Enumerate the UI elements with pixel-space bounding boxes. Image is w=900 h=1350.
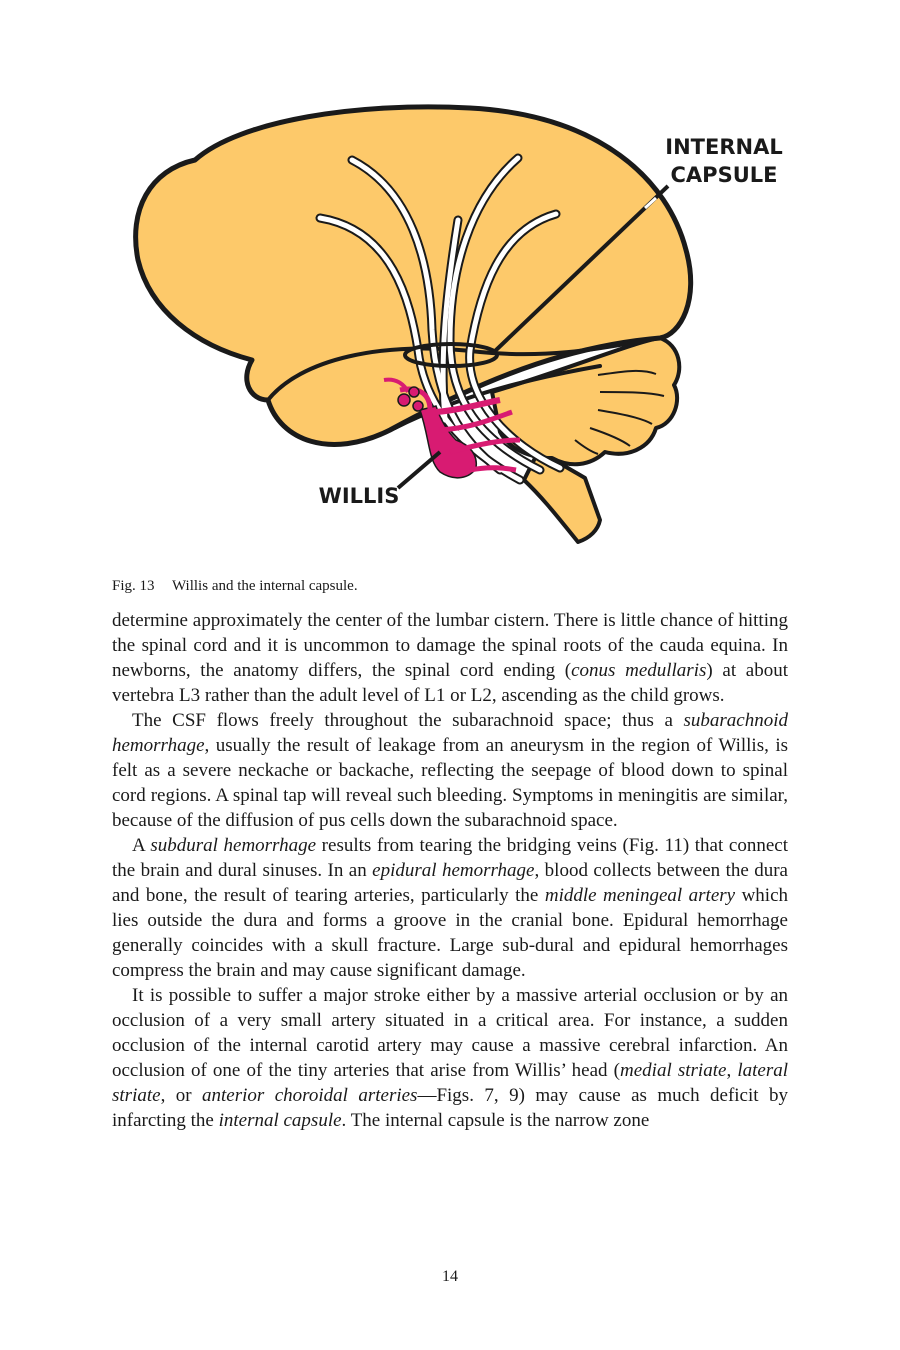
- italic-term: middle meningeal artery: [544, 885, 736, 906]
- text-run: , or: [160, 1085, 203, 1106]
- paragraph: [112, 608, 788, 708]
- willis-leader: [398, 452, 440, 488]
- figure-caption: [112, 576, 792, 596]
- text-run: ) at about vertebra L3 rather than the adult level of L1 or L2, ascending as the child grows.: [112, 660, 788, 706]
- italic-term: internal capsule: [218, 1110, 342, 1131]
- italic-term: medial striate: [620, 1060, 727, 1081]
- caption-number: Fig. 13: [112, 578, 155, 594]
- page-number: 14: [442, 1268, 458, 1285]
- body-text: [112, 608, 788, 1133]
- italic-term: lateral striate: [112, 1060, 788, 1106]
- text-run: , blood collects between the dura and bone, the result of tearing arteries, particularly the: [112, 860, 788, 906]
- text-run: determine approximately the center of the lumbar cistern. There is little chance of hitting the spinal cord and it is uncommon to damage the spinal roots of the cauda equina. In newborns, the anatomy differs, the spinal cord ending (: [112, 610, 788, 681]
- text-run: The CSF flows freely throughout the subarachnoid space; thus a: [132, 710, 684, 731]
- willis-label: WILLIS: [318, 484, 400, 508]
- internal-capsule-label-line2: CAPSULE: [670, 163, 778, 187]
- internal-capsule-label: INTERNAL: [665, 135, 783, 159]
- text-run: ,: [726, 1060, 738, 1081]
- text-run: which lies outside the dura and forms a groove in the cranial bone. Epidural hemorrhage generally coincides with a skull fracture. Large sub-dural and epidural hemorrhages compress the brain and may cause significant damage.: [112, 885, 789, 981]
- text-run: It is possible to suffer a major stroke either by a massive arterial occlusion or by an occlusion of a very small artery situated in a critical area. For instance, a sudden occlusion of the internal carotid artery may cause a massive cerebral infarction. An occlusion of one of the tiny arteries that arise from Willis’ head (: [112, 985, 788, 1081]
- text-run: , usually the result of leakage from an aneurysm in the region of Willis, is felt as a severe neckache or backache, reflecting the seepage of blood down to spinal cord regions. A spinal tap will reveal such bleeding. Symptoms in meningitis are similar, because of the diffusion of pus cells down the subarachnoid space.: [112, 735, 788, 831]
- text-run: . The internal capsule is the narrow zone: [341, 1110, 650, 1131]
- paragraph: [112, 983, 788, 1133]
- text-run: —Figs. 7, 9) may cause as much deficit by infarcting the: [112, 1085, 788, 1131]
- italic-term: epidural hemorrhage: [372, 860, 535, 881]
- italic-term: subdural hemorrhage: [150, 835, 317, 856]
- italic-term: subarachnoid hemorrhage: [112, 710, 788, 756]
- caption-text: Willis and the internal capsule.: [172, 578, 358, 594]
- paragraph: [112, 708, 788, 833]
- paragraph: [112, 833, 788, 983]
- italic-term: conus medullaris: [571, 660, 707, 681]
- italic-term: anterior choroidal arteries: [202, 1085, 418, 1106]
- text-run: A: [132, 835, 151, 856]
- brain-figure: [0, 0, 900, 560]
- text-run: results from tearing the bridging veins (Fig. 11) that connect the brain and dural sinuses. In an: [112, 835, 788, 881]
